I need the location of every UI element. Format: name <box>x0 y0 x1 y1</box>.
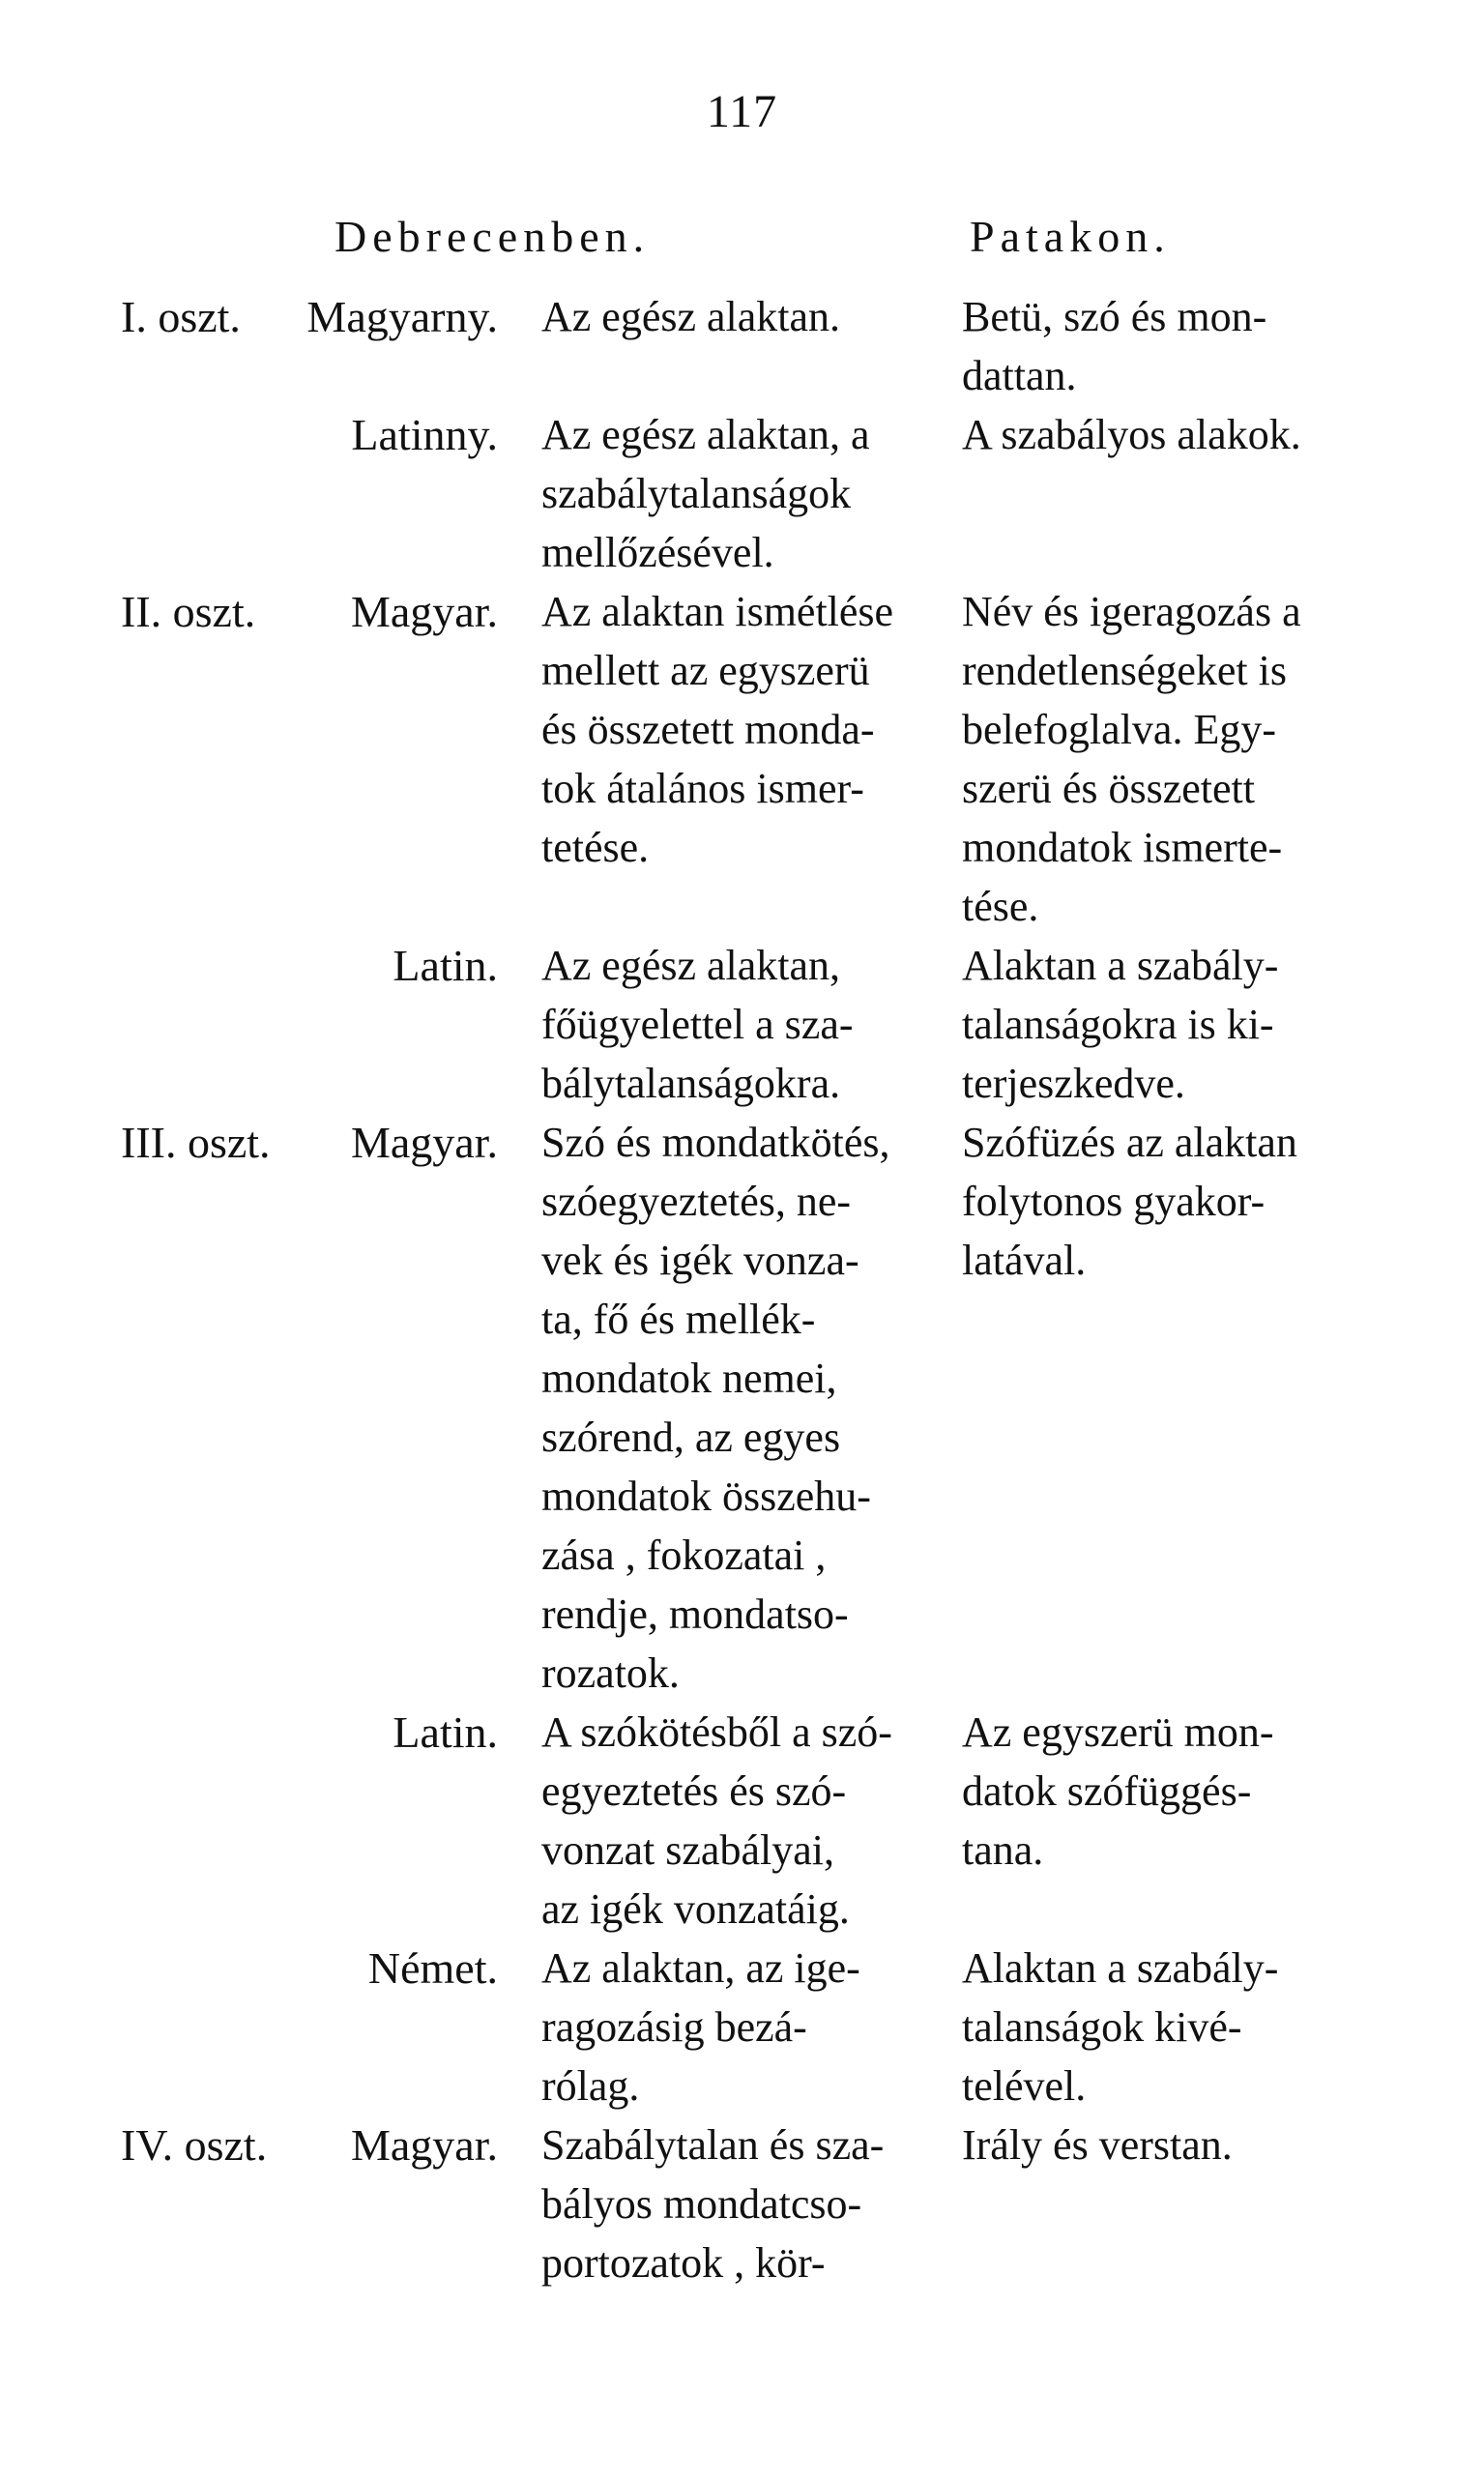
text-line: szabálytalanságok <box>541 470 852 517</box>
subject-label: Magyar. <box>350 587 498 636</box>
text-line: szóegyeztetés, ne- <box>541 1178 852 1225</box>
text-line: talanságokra is ki- <box>962 1001 1274 1048</box>
text-line: Szó és mondatkötés, <box>541 1119 890 1166</box>
debrecen-cell <box>541 936 947 1113</box>
patak-cell <box>962 582 1368 936</box>
text-line: Az alaktan, az ige- <box>541 1944 860 1992</box>
text-line: terjeszkedve. <box>962 1060 1185 1107</box>
text-line: vonzat szabályai, <box>541 1826 834 1874</box>
text-line: dattan. <box>962 352 1077 399</box>
text-line: Alaktan a szabály- <box>962 942 1279 989</box>
text-line: Az egész alaktan. <box>541 293 841 340</box>
text-line: datok szófüggés- <box>962 1767 1252 1815</box>
text-line: folytonos gyakor- <box>962 1178 1266 1225</box>
text-line: latával. <box>962 1237 1087 1284</box>
patak-cell <box>962 287 1368 405</box>
text-line: ragozásig bezá- <box>541 2003 807 2051</box>
text-line: tetése. <box>541 824 650 871</box>
patak-cell <box>962 1113 1368 1290</box>
text-line: Alaktan a szabály- <box>962 1944 1279 1992</box>
class-label: I. oszt. <box>121 292 241 341</box>
debrecen-cell <box>541 2115 947 2292</box>
text-line: Név és igeragozás a <box>962 588 1301 635</box>
text-line: A szabályos alakok. <box>962 411 1301 458</box>
text-line: rendetlenségeket is <box>962 647 1287 694</box>
patak-cell <box>962 1703 1368 1880</box>
patak-cell <box>962 936 1368 1113</box>
text-line: vek és igék vonza- <box>541 1237 859 1284</box>
debrecen-cell <box>541 1703 947 1939</box>
subject-label: Latin. <box>393 1707 498 1757</box>
text-line: Irály és verstan. <box>962 2121 1233 2169</box>
class-label: II. oszt. <box>121 587 256 636</box>
text-line: telével. <box>962 2062 1087 2110</box>
page-number: 117 <box>706 86 778 137</box>
text-line: Betü, szó és mon- <box>962 293 1267 340</box>
patak-cell <box>962 405 1368 464</box>
text-line: A szókötésből a szó- <box>541 1708 892 1756</box>
text-line: Az egész alaktan, <box>541 942 841 989</box>
class-label: III. oszt. <box>121 1118 271 1167</box>
text-line: mondatok nemei, <box>541 1355 837 1402</box>
text-line: rozatok. <box>541 1649 680 1697</box>
text-line: tok átalános ismer- <box>541 765 864 812</box>
text-line: Az egyszerü mon- <box>962 1708 1274 1756</box>
patak-cell <box>962 1939 1368 2115</box>
text-line: rólag. <box>541 2062 640 2110</box>
text-line: mondatok ismerte- <box>962 824 1283 871</box>
text-line: Szófüzés az alaktan <box>962 1119 1297 1166</box>
text-line: Az alaktan ismétlése <box>541 588 894 635</box>
text-line: bályos mondatcso- <box>541 2180 862 2228</box>
subject-label: Latin. <box>393 941 498 990</box>
text-line: ta, fő és mellék- <box>541 1296 816 1343</box>
text-line: bálytalanságokra. <box>541 1060 841 1107</box>
text-line: portozatok , kör- <box>541 2239 826 2287</box>
debrecen-cell <box>541 1939 947 2115</box>
text-line: Az egész alaktan, a <box>541 411 870 458</box>
debrecen-cell <box>541 582 947 877</box>
subject-label: Német. <box>367 1943 498 1993</box>
text-line: mellett az egyszerü <box>541 647 870 694</box>
column-header-patak: Patakon. <box>970 212 1171 261</box>
debrecen-cell <box>541 287 947 346</box>
text-line: az igék vonzatáig. <box>541 1885 850 1933</box>
patak-cell <box>962 2115 1368 2174</box>
text-line: Szabálytalan és sza- <box>541 2121 885 2169</box>
text-line: és összetett monda- <box>541 706 875 753</box>
text-line: zása , fokozatai , <box>541 1532 827 1579</box>
text-line: belefoglalva. Egy- <box>962 706 1276 753</box>
text-line: szórend, az egyes <box>541 1414 841 1461</box>
text-line: mellőzésével. <box>541 529 774 576</box>
text-line: tana. <box>962 1826 1044 1874</box>
subject-label: Magyar. <box>350 1118 498 1167</box>
text-line: mondatok összehu- <box>541 1473 871 1520</box>
debrecen-cell <box>541 1113 947 1703</box>
subject-label: Magyarny. <box>306 292 498 341</box>
text-line: szerü és összetett <box>962 765 1255 812</box>
debrecen-cell <box>541 405 947 582</box>
class-label: IV. oszt. <box>121 2120 268 2170</box>
subject-label: Latinny. <box>351 410 498 459</box>
text-line: talanságok kivé- <box>962 2003 1242 2051</box>
column-header-debrecen: Debrecenben. <box>335 212 651 261</box>
text-line: főügyelettel a sza- <box>541 1001 854 1048</box>
text-line: egyeztetés és szó- <box>541 1767 847 1815</box>
text-line: rendje, mondatso- <box>541 1590 849 1638</box>
subject-label: Magyar. <box>350 2120 498 2170</box>
text-line: tése. <box>962 883 1039 930</box>
